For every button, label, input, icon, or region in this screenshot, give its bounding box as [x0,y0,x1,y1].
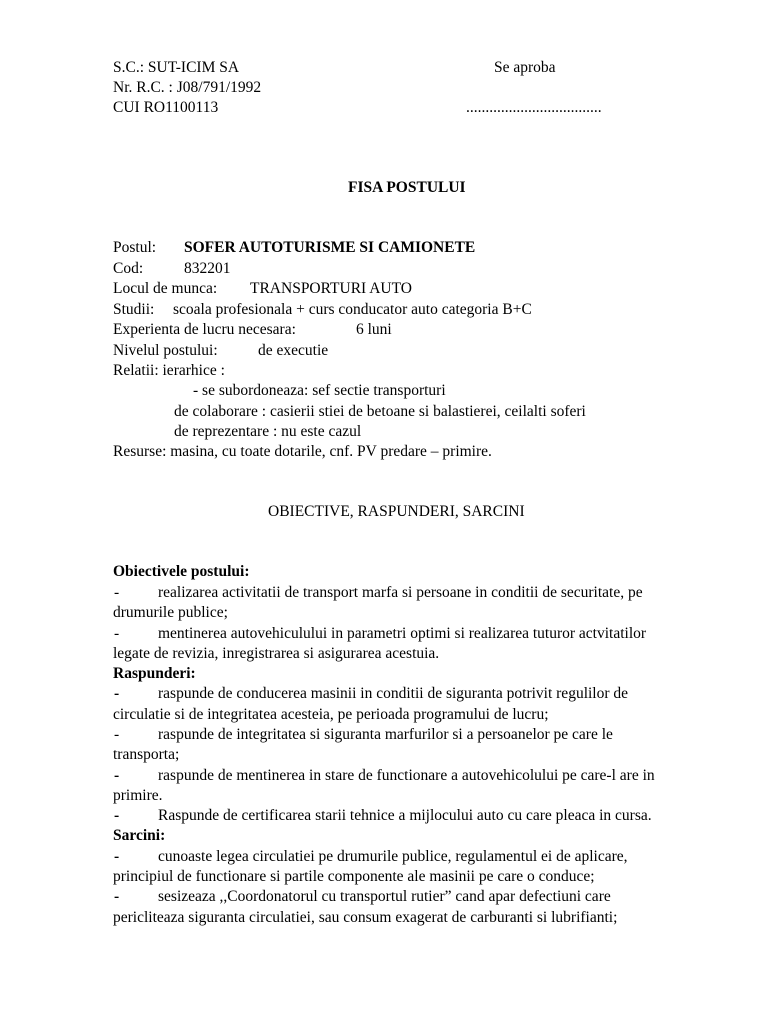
task-item-2: sesizeaza ,,Coordonatorul cu transportul rutier” cand apar defectiuni care [158,888,611,905]
section-title: OBIECTIVE, RASPUNDERI, SARCINI [268,503,525,520]
code-label: Cod: [113,260,144,277]
experience-value: 6 luni [356,321,392,338]
list-bullet: - [114,584,120,601]
relations-label: Relatii: ierarhice : [113,362,225,379]
objective-item-2-continued: legate de revizia, inregistrarea si asigurarea acestuia. [113,645,440,662]
responsibility-item-1: raspunde de conducerea masinii in conditii de siguranta potrivit regulilor de [158,685,629,702]
level-label: Nivelul postului: [113,342,218,359]
objective-item-2: mentinerea autovehiculului in parametri optimi si realizarea tuturor actvitatilor [158,625,647,642]
studies-value: scoala profesionala + curs conducator auto categoria B+C [173,301,532,318]
list-bullet: - [114,807,120,824]
objective-item-1-continued: drumurile publice; [113,604,228,621]
list-bullet: - [114,685,120,702]
document-title: FISA POSTULUI [348,179,466,196]
responsibility-item-4: Raspunde de certificarea starii tehnice a mijlocului auto cu care pleaca in cursa. [158,807,652,824]
tasks-heading: Sarcini: [113,827,166,844]
subordinate-line: - se subordoneaza: sef sectie transporturi [193,382,446,399]
objective-item-1: realizarea activitatii de transport marfa si persoane in conditii de securitate, pe [158,584,643,601]
responsibility-item-2: raspunde de integritatea si siguranta marfurilor si a persoanelor pe care le [158,726,613,743]
post-label: Postul: [113,239,157,256]
workplace-label: Locul de munca: [113,280,218,297]
cui-code: CUI RO1100113 [113,99,219,116]
code-value: 832201 [184,260,231,277]
workplace-value: TRANSPORTURI AUTO [250,280,412,297]
responsibility-item-1-continued: circulatie si de integritatea acesteia, pe perioada programului de lucru; [113,706,549,723]
representation-line: de reprezentare : nu este cazul [174,423,362,440]
task-item-1-continued: principiul de functionare si partile componente ale masinii pe care o conduce; [113,868,595,885]
company-name: S.C.: SUT-ICIM SA [113,59,240,76]
list-bullet: - [114,625,120,642]
list-bullet: - [114,888,120,905]
list-bullet: - [114,726,120,743]
list-bullet: - [114,767,120,784]
responsibility-item-3-continued: primire. [113,787,163,804]
responsibilities-heading: Raspunderi: [113,665,196,682]
collaboration-line: de colaborare : casierii stiei de betoane si balastierei, ceilalti soferi [174,403,586,420]
task-item-1: cunoaste legea circulatiei pe drumurile publice, regulamentul ei de aplicare, [158,848,628,865]
task-item-2-continued: pericliteaza siguranta circulatiei, sau consum exagerat de carburanti si lubrifianti; [113,909,618,926]
approval-label: Se aproba [494,59,556,76]
experience-label: Experienta de lucru necesara: [113,321,296,338]
responsibility-item-2-continued: transporta; [113,746,180,763]
approval-signature-line: ................................... [466,99,602,116]
registry-number: Nr. R.C. : J08/791/1992 [113,79,262,96]
responsibility-item-3: raspunde de mentinerea in stare de functionare a autovehicolului pe care-l are in [158,767,655,784]
studies-label: Studii: [113,301,155,318]
post-value: SOFER AUTOTURISME SI CAMIONETE [184,239,476,256]
level-value: de executie [258,342,329,359]
objectives-heading: Obiectivele postului: [113,563,250,580]
list-bullet: - [114,848,120,865]
resources-line: Resurse: masina, cu toate dotarile, cnf. PV predare – primire. [113,443,492,460]
